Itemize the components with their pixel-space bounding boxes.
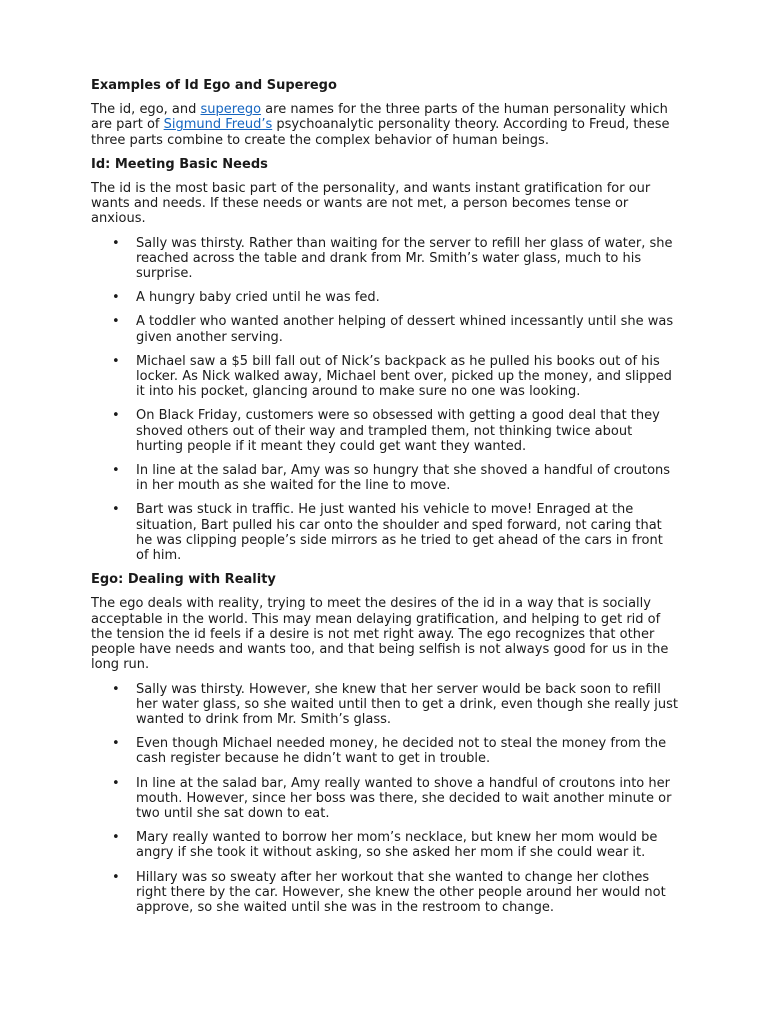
list-item-text: Sally was thirsty. However, she knew that her server would be back soon to refill her water glass, so she waited until then to get a drink, even though she really just wanted to drink from Mr. Smith’s glass. [136, 681, 679, 727]
list-item [91, 314, 679, 344]
list-item [91, 408, 679, 454]
list-item [91, 290, 679, 305]
document-page [91, 78, 679, 924]
list-item-text: In line at the salad bar, Amy was so hungry that she shoved a handful of croutons in her mouth as she waited for the line to move. [136, 463, 671, 494]
list-item [91, 354, 679, 400]
list-item [91, 502, 679, 563]
section-heading: Id: Meeting Basic Needs [91, 156, 268, 172]
bullet-icon: • [112, 353, 120, 369]
list-item-text: In line at the salad bar, Amy really wanted to shove a handful of croutons into her mouth. However, since her boss was there, she decided to wait another minute or two until she sat down to eat. [136, 775, 672, 821]
section-heading: Ego: Dealing with Reality [91, 572, 276, 588]
bullet-list [91, 682, 679, 916]
bullet-icon: • [112, 830, 120, 846]
section-ego [91, 572, 679, 915]
intro-text-3: psychoanalytic personality theory. According to Freud, these three parts combine to create the complex behavior of human beings. [91, 117, 670, 148]
section-paragraph: The id is the most basic part of the personality, and wants instant gratification for our wants and needs. If these needs or wants are not met, a person becomes tense or anxious. [91, 181, 651, 227]
section-id [91, 157, 679, 563]
document-title: Examples of Id Ego and Superego [91, 78, 337, 93]
list-item-text: Even though Michael needed money, he decided not to steal the money from the cash register because he didn’t want to get in trouble. [136, 736, 667, 767]
sigmund-freud-link[interactable]: Sigmund Freud’s [163, 117, 273, 133]
list-item-text: A hungry baby cried until he was fed. [136, 290, 380, 306]
bullet-icon: • [112, 408, 120, 424]
bullet-icon: • [112, 290, 120, 306]
list-item [91, 776, 679, 822]
list-item [91, 870, 679, 916]
list-item-text: Sally was thirsty. Rather than waiting for the server to refill her glass of water, she reached across the table and drank from Mr. Smith’s water glass, much to his surprise. [136, 235, 673, 282]
bullet-icon: • [112, 869, 120, 885]
list-item-text: On Black Friday, customers were so obsessed with getting a good deal that they shoved others out of their way and trampled them, not thinking twice about hurting people if it meant they could get want they wanted. [136, 408, 660, 454]
bullet-icon: • [112, 502, 120, 518]
list-item-text: Mary really wanted to borrow her mom’s necklace, but knew her mom would be angry if she took it without asking, so she asked her mom if she could wear it. [136, 830, 658, 861]
list-item [91, 463, 679, 493]
superego-link[interactable]: superego [200, 102, 262, 118]
list-item [91, 830, 679, 860]
list-item-text: Hillary was so sweaty after her workout that she wanted to change her clothes right there by the car. However, she knew the other people around her would not approve, so she waited until she was in the restroom to change. [136, 869, 666, 915]
list-item [91, 236, 679, 282]
list-item-text: Michael saw a $5 bill fall out of Nick’s backpack as he pulled his books out of his locker. As Nick walked away, Michael bent over, picked up the money, and slipped it into his pocket, glancing around to make sure no one was looking. [136, 353, 672, 400]
list-item [91, 682, 679, 728]
intro-text-2: are names for the three parts of the human personality which are part of [91, 102, 668, 133]
bullet-icon: • [112, 736, 120, 752]
intro-text-1: The id, ego, and [91, 102, 201, 118]
bullet-icon: • [112, 463, 120, 479]
bullet-icon: • [112, 314, 120, 330]
bullet-icon: • [112, 681, 120, 697]
list-item-text: Bart was stuck in traffic. He just wanted his vehicle to move! Enraged at the situation, Bart pulled his car onto the shoulder and sped forward, not caring that he was clipping people’s side mirrors as he tried to get ahead of the cars in front of him. [136, 502, 663, 564]
bullet-list [91, 236, 679, 564]
bullet-icon: • [112, 235, 120, 251]
list-item-text: A toddler who wanted another helping of dessert whined incessantly until she was given another serving. [136, 314, 674, 345]
intro-paragraph [91, 102, 679, 148]
section-paragraph: The ego deals with reality, trying to meet the desires of the id in a way that is socially acceptable in the world. This may mean delaying gratification, and helping to get rid of the tension the id feels if a desire is not met right away. The ego recognizes that other people have needs and wants too, and that being selfish is not always good for us in the long run. [91, 596, 669, 673]
bullet-icon: • [112, 775, 120, 791]
list-item [91, 736, 679, 766]
